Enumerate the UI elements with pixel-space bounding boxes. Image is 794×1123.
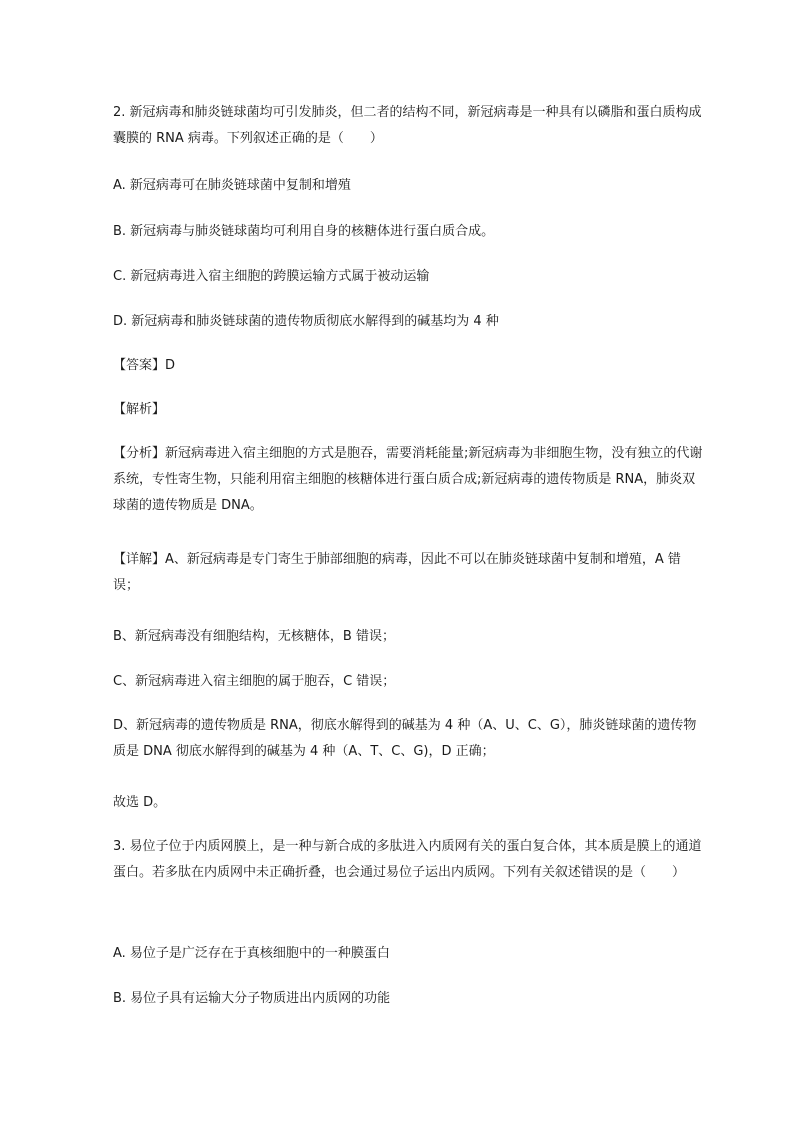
question-2-option-d: D. 新冠病毒和肺炎链球菌的遗传物质彻底水解得到的碱基均为 4 种 bbox=[113, 314, 499, 329]
detail-paragraph-a: 【详解】A、新冠病毒是专门寄生于肺部细胞的病毒，因此不可以在肺炎链球菌中复制和增殖，A 错误； bbox=[113, 552, 681, 593]
question-3-option-b: B. 易位子具有运输大分子物质进出内质网的功能 bbox=[113, 991, 391, 1006]
detail-paragraph-b: B、新冠病毒没有细胞结构，无核糖体，B 错误； bbox=[113, 629, 395, 644]
analysis-paragraph: 【分析】新冠病毒进入宿主细胞的方式是胞吞，需要消耗能量;新冠病毒为非细胞生物，没有独立的代谢系统，专性寄生物，只能利用宿主细胞的核糖体进行蛋白质合成;新冠病毒的遗传物质是 RNA，肺炎双球菌的遗传物质是 DNA。 bbox=[113, 446, 703, 513]
analysis-heading: 【解析】 bbox=[113, 402, 166, 417]
detail-paragraph-c: C、新冠病毒进入宿主细胞的属于胞吞，C 错误； bbox=[113, 674, 396, 689]
conclusion-line: 故选 D。 bbox=[113, 795, 167, 810]
question-2-option-c: C. 新冠病毒进入宿主细胞的跨膜运输方式属于被动运输 bbox=[113, 269, 430, 284]
answer-label: 【答案】D bbox=[113, 358, 176, 373]
question-3-option-a: A. 易位子是广泛存在于真核细胞中的一种膜蛋白 bbox=[113, 946, 390, 961]
detail-paragraph-d: D、新冠病毒的遗传物质是 RNA，彻底水解得到的碱基为 4 种（A、U、C、G），肺炎链球菌的遗传物质是 DNA 彻底水解得到的碱基为 4 种（A、T、C、G)，D 正确； bbox=[113, 718, 697, 759]
question-2-option-a: A. 新冠病毒可在肺炎链球菌中复制和增殖 bbox=[113, 178, 351, 193]
question-2-stem: 2. 新冠病毒和肺炎链球菌均可引发肺炎，但二者的结构不同，新冠病毒是一种具有以磷脂和蛋白质构成囊膜的 RNA 病毒。下列叙述正确的是（ ） bbox=[113, 105, 702, 146]
question-2-option-b: B. 新冠病毒与肺炎链球菌均可利用自身的核糖体进行蛋白质合成。 bbox=[113, 224, 495, 239]
question-3-stem: 3. 易位子位于内质网膜上，是一种与新合成的多肽进入内质网有关的蛋白复合体，其本质是膜上的通道蛋白。若多肽在内质网中未正确折叠，也会通过易位子运出内质网。下列有关叙述错误的是（ ） bbox=[113, 839, 702, 880]
